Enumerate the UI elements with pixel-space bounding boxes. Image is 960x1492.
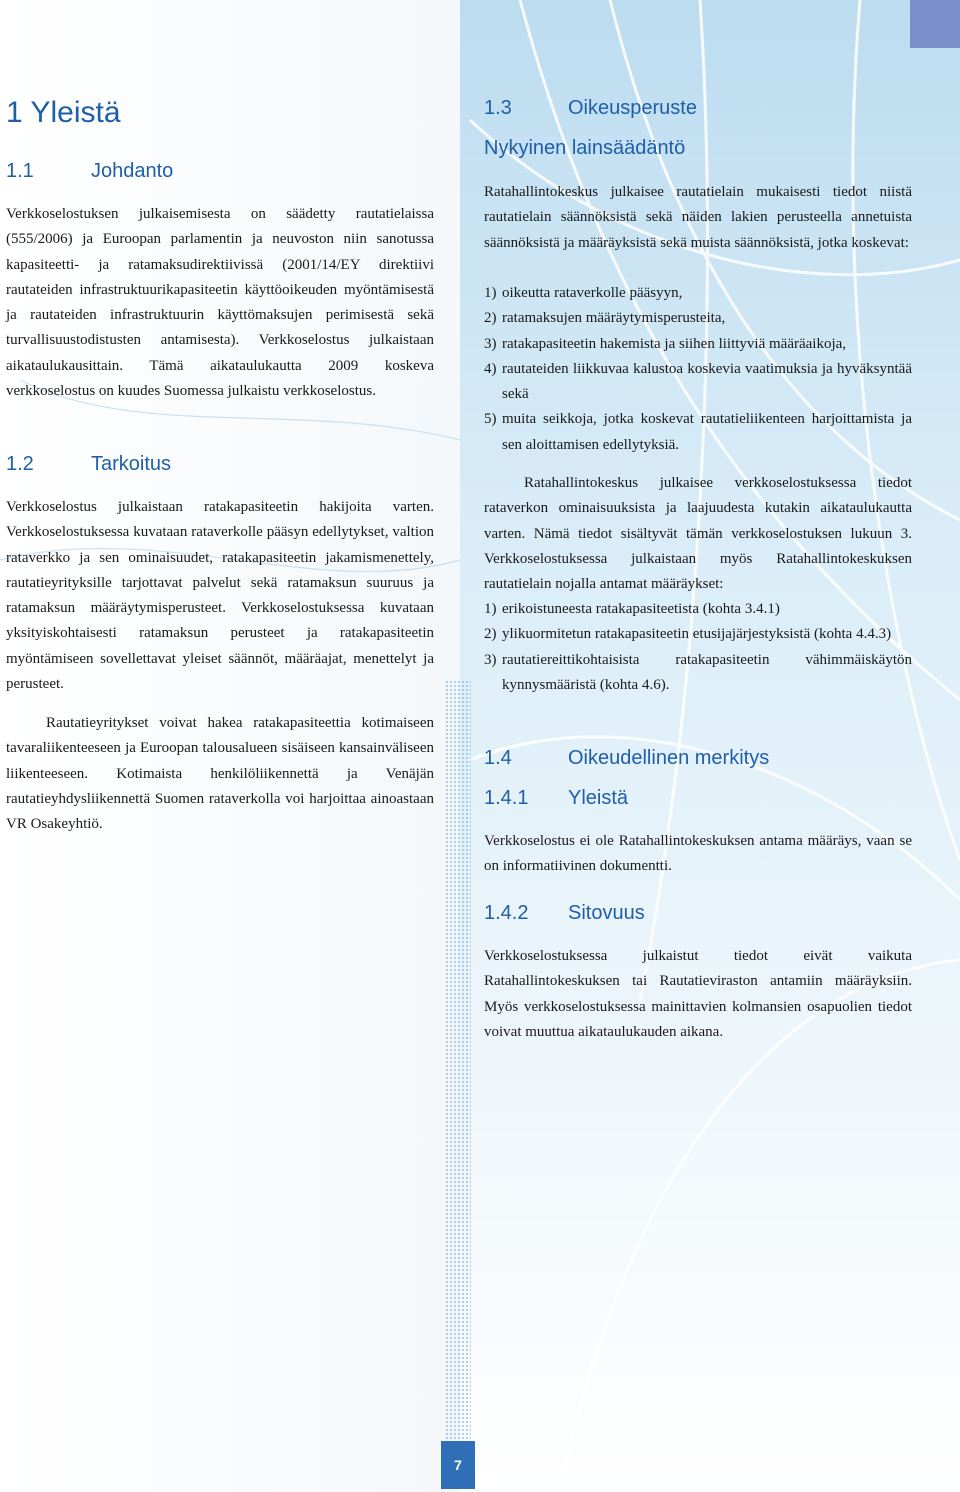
section-title: Johdanto — [91, 160, 174, 182]
page-number: 7 — [441, 1441, 475, 1489]
section-title: Tarkoitus — [91, 453, 172, 475]
subheading-nykyinen-lainsaadanto: Nykyinen lainsäädäntö — [484, 137, 686, 159]
section-number: 1.2 — [6, 453, 34, 475]
section-heading-johdanto — [6, 160, 173, 183]
paragraph-yleista: Verkkoselostus ei ole Ratahallintokeskuksen antama määräys, vaan se on informatiivinen dokumentti. — [484, 833, 912, 875]
corner-tab — [910, 0, 960, 48]
paragraph-tarkoitus-1: Verkkoselostus julkaistaan ratakapasiteetin hakijoita varten. Verkkoselostuksessa kuvataan rataverkolle pääsyn edellytykset, valtion rataverkko ja sen ominaisuudet, ratakapasiteetin jakamismenettely, rautatieyrityksille tarjottavat palvelut sekä ratamaksun suuruus ja ratamaksun määräytymisperusteet. Verkkoselostuksessa kuvataan yksityiskohtaisesti ratamaksun perusteet ja ratakapasiteetin myöntämiseen sovellettavat yleiset säännöt, määräajat, menettelyt ja perusteet. — [6, 499, 434, 693]
section-heading-sitovuus — [484, 902, 645, 925]
section-title: Oikeudellinen merkitys — [568, 747, 770, 769]
section-title: Yleistä — [568, 787, 629, 809]
paragraph-sitovuus: Verkkoselostuksessa julkaistut tiedot eivät vaikuta Ratahallintokeskuksen tai Rautatieviraston antamiin määräyksiin. Myös verkkoselostuksessa mainittavien kolmansien osapuolien tiedot voivat muuttua aikataulukauden aikana. — [484, 948, 912, 1040]
list-item: 3) ratakapasiteetin hakemista ja siihen liittyviä määräaikoja, — [484, 335, 847, 352]
dotted-divider — [445, 680, 471, 1442]
section-heading-yleista — [484, 787, 628, 810]
list-item: 3) rautatiereittikohtaisista ratakapasiteetin vähimmäiskäytön kynnysmääristä (kohta 4.6). — [484, 651, 912, 693]
list-item: 1) erikoistuneesta ratakapasiteetista (kohta 3.4.1) — [484, 601, 780, 617]
list-item: 2) ylikuormitetun ratakapasiteetin etusijajärjestyksistä (kohta 4.4.3) — [484, 626, 892, 643]
paragraph-oikeusperuste-2: Ratahallintokeskus julkaisee verkkoselostuksessa tiedot rataverkon ominaisuuksista ja laajuudesta kutakin aikataulukautta varten. Nämä tiedot sisältyvät tämän verkkoselostuksen lukuun 3. Verkkoselostuksessa julkaistaan myös Ratahallintokeskuksen rautatielain nojalla antamat määräykset: — [484, 475, 912, 593]
list-regulations — [484, 597, 912, 698]
section-number: 1.4 — [484, 747, 512, 769]
section-number: 1.1 — [6, 160, 34, 182]
page-heading: 1 Yleistä — [6, 96, 121, 129]
list-item: 2) ratamaksujen määräytymisperusteita, — [484, 310, 726, 327]
list-legal-provisions — [484, 281, 912, 458]
list-item: 4) rautateiden liikkuvaa kalustoa koskevia vaatimuksia ja hyväksyntää sekä — [484, 360, 912, 403]
paragraph-johdanto: Verkkoselostuksen julkaisemisesta on säädetty rautatielaissa (555/2006) ja Euroopan parlamentin ja neuvoston niin sanotussa kapasiteetti- ja ratamaksudirektiivissä (2001/14/EY direktiivi rautateiden infrastruktuurikapasiteetin käyttöoikeuden myöntämisestä ja rautateiden infrastruktuurin käyttömaksujen perimisestä sekä turvallisuustodistusten antamisesta). Verkkoselostus julkaistaan aikataulukausittain. Tämä aikataulukautta 2009 koskeva verkkoselostus on kuudes Suomessa julkaistu verkkoselostus. — [6, 206, 434, 400]
section-heading-tarkoitus — [6, 453, 171, 476]
list-item: 1) oikeutta rataverkolle pääsyyn, — [484, 285, 683, 301]
paragraph-oikeusperuste-1: Ratahallintokeskus julkaisee rautatielain mukaisesti tiedot niistä rautatielain säännöksistä sekä näiden lakien perusteella annetuista säännöksistä ja määräyksistä sekä muista säännöksistä, jotka koskevat: — [484, 184, 912, 251]
section-title: Oikeusperuste — [568, 97, 697, 119]
section-heading-oikeudellinen-merkitys — [484, 747, 769, 770]
list-item: 5) muita seikkoja, jotka koskevat rautatieliikenteen harjoittamista ja sen aloittamisen edellytyksiä. — [484, 411, 912, 453]
paragraph-tarkoitus-2: Rautatieyritykset voivat hakea ratakapasiteettia kotimaiseen tavaraliikenteeseen ja Euroopan talousalueen sisäiseen kansainväliseen liikenteeseen. Kotimaista henkilöliikennettä ja Venäjän rautatieyhdysliikennettä Suomen rataverkolla voi harjoittaa ainoastaan VR Osakeyhtiö. — [6, 715, 434, 833]
section-number: 1.3 — [484, 97, 512, 119]
section-title: Sitovuus — [568, 902, 645, 924]
section-number: 1.4.1 — [484, 787, 529, 809]
section-heading-oikeusperuste — [484, 97, 697, 120]
section-number: 1.4.2 — [484, 902, 529, 924]
